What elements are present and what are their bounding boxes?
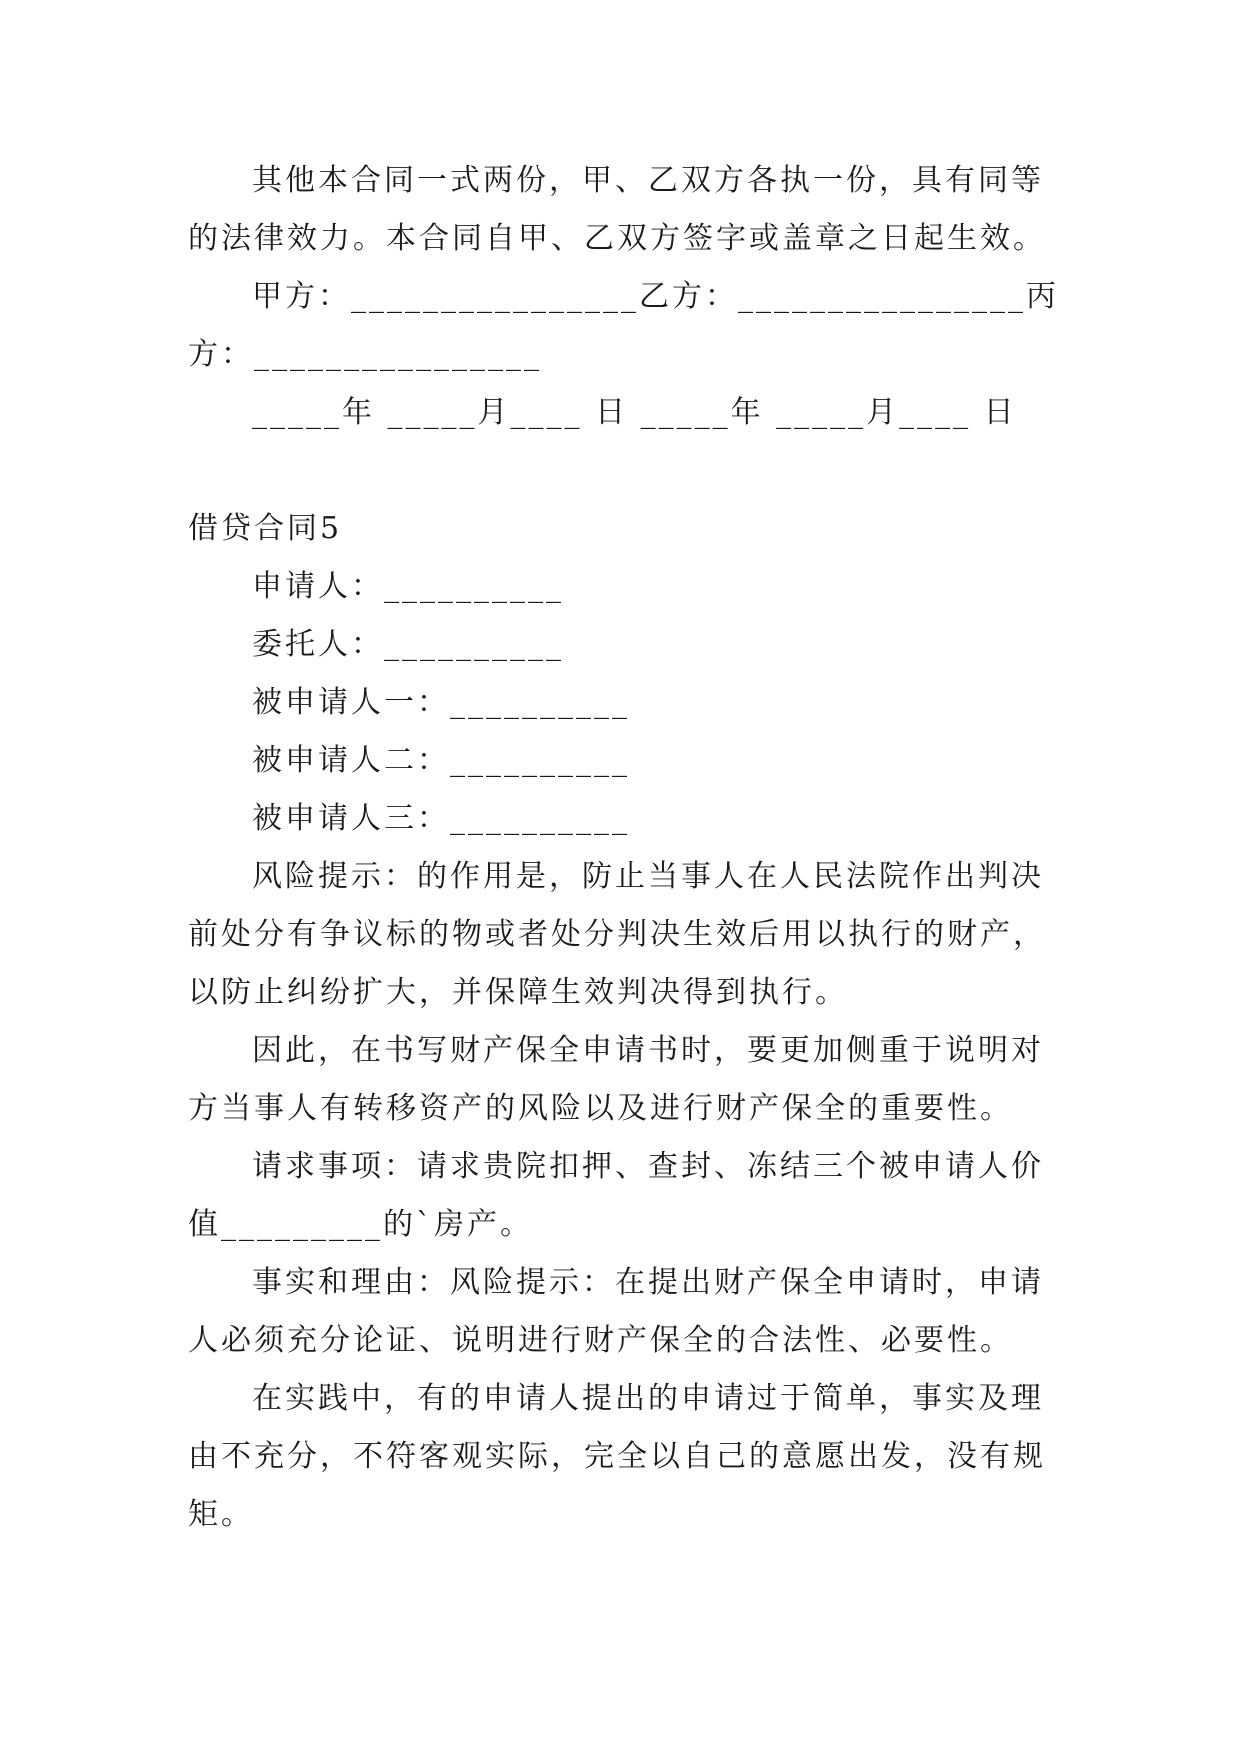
text-line: 人必须充分论证、说明进行财产保全的合法性、必要性。: [188, 1323, 1013, 1358]
text-line: 由不充分，不符客观实际，完全以自己的意愿出发，没有规: [188, 1439, 1046, 1474]
text-line: 以防止纠纷扩大，并保障生效判决得到执行。: [188, 975, 848, 1010]
text-line: 方当事人有转移资产的风险以及进行财产保全的重要性。: [188, 1091, 1013, 1126]
field-line: 委托人：__________: [252, 627, 564, 662]
text-line: 矩。: [188, 1497, 254, 1532]
text-line: 其他本合同一式两份，甲、乙双方各执一份，具有同等: [252, 163, 1044, 198]
text-line: 值_________的`房产。: [188, 1207, 533, 1242]
text-line: 事实和理由：风险提示：在提出财产保全申请时，申请: [252, 1265, 1044, 1300]
field-line: 申请人：__________: [252, 569, 564, 604]
signature-line: 甲方：________________乙方：________________丙: [252, 279, 1059, 314]
text-line: 风险提示：的作用是，防止当事人在人民法院作出判决: [252, 859, 1044, 894]
text-line: 因此，在书写财产保全申请书时，要更加侧重于说明对: [252, 1033, 1044, 1068]
text-line: 在实践中，有的申请人提出的申请过于简单，事实及理: [252, 1381, 1044, 1416]
field-line: 被申请人一：__________: [252, 685, 630, 720]
section-heading: 借贷合同5: [188, 511, 343, 546]
text-line: 请求事项：请求贵院扣押、查封、冻结三个被申请人价: [252, 1149, 1044, 1184]
signature-line: 方：________________: [188, 337, 542, 372]
text-line: 前处分有争议标的物或者处分判决生效后用以执行的财产，: [188, 917, 1046, 952]
date-line: _____年 _____月____ 日 _____年 _____月____ 日: [252, 395, 1017, 430]
text-line: 的法律效力。本合同自甲、乙双方签字或盖章之日起生效。: [188, 221, 1046, 256]
field-line: 被申请人二：__________: [252, 743, 630, 778]
field-line: 被申请人三：__________: [252, 801, 630, 836]
